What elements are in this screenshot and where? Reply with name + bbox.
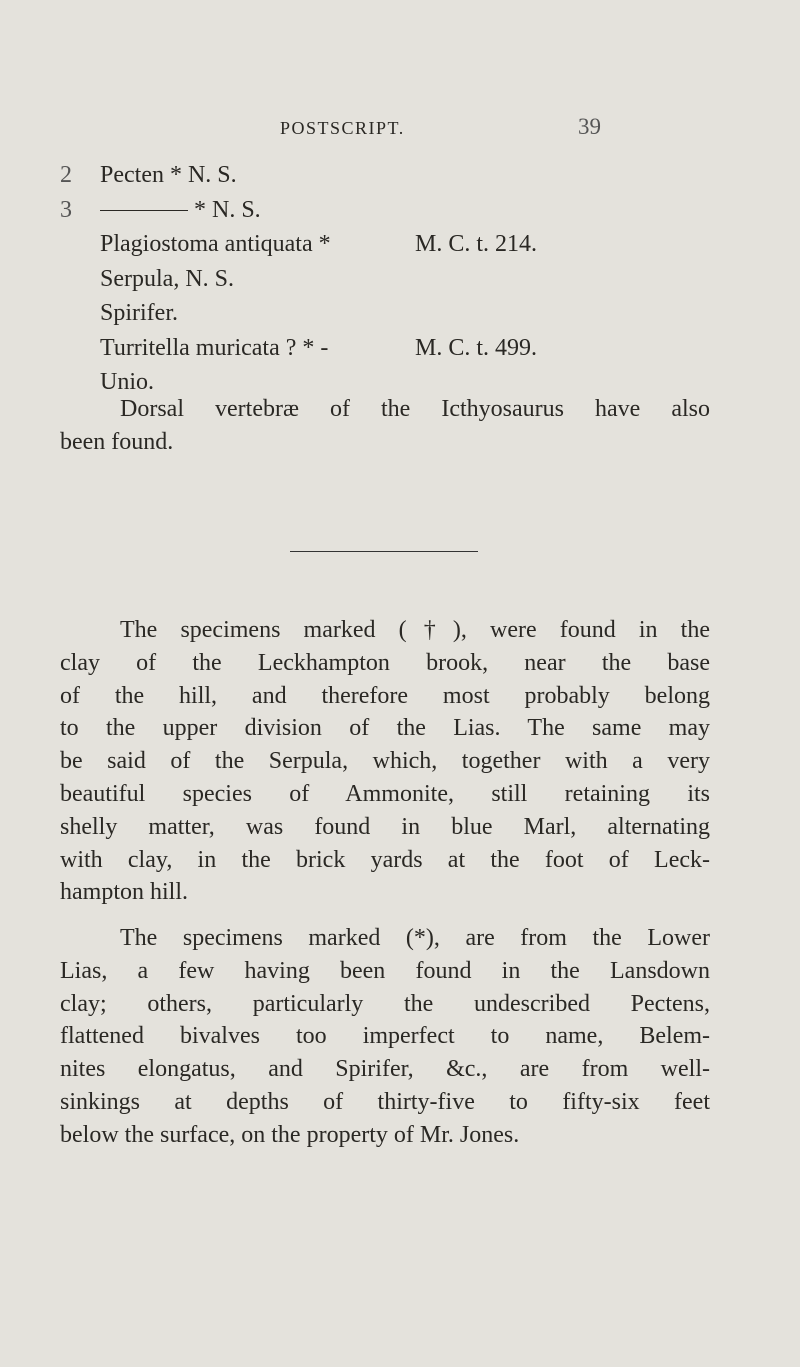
text-line: to the upper division of the Lias. The same may [60,715,710,742]
list-item [60,262,760,297]
list-item [60,331,760,366]
text-line: flattened bivalves too imperfect to name, Belem- [60,1023,710,1050]
list-item-name: Plagiostoma antiquata * [100,231,331,257]
page-number: 39 [578,114,601,139]
text-line: Dorsal vertebræ of the Icthyosaurus have also [120,396,710,422]
text-line: been found. [60,428,174,455]
running-head: POSTSCRIPT. [280,118,405,138]
paragraph-dagger-specimens [60,614,710,909]
list-item-number: 2 [60,162,72,188]
text-line: Lias, a few having been found in the Lansdown [60,957,710,984]
list-item-name: Spirifer. [100,300,178,326]
list-item-reference: M. C. t. 214. [415,231,538,257]
page-header [0,114,800,148]
paragraph-dorsal-vertebrae [60,393,710,459]
fossil-list [60,158,760,400]
list-item-name: * N. S. [194,196,261,223]
section-divider [290,551,478,552]
text-line: with clay, in the brick yards at the foot of Leck- [60,846,710,873]
text-line: The specimens marked (*), are from the Lower [120,925,710,951]
list-item-reference: M. C. t. 499. [415,334,538,361]
list-item [60,227,760,262]
ditto-dash [100,210,188,211]
text-line: of the hill, and therefore most probably belong [60,682,710,709]
list-item [60,158,760,193]
text-line: hampton hill. [60,879,188,906]
list-item [60,193,760,228]
text-line: clay; others, particularly the undescribed Pectens, [60,990,710,1017]
text-line: nites elongatus, and Spirifer, &c., are from well- [60,1056,710,1083]
text-line: shelly matter, was found in blue Marl, alternating [60,813,710,840]
text-line: below the surface, on the property of Mr. Jones. [60,1121,520,1148]
text-line: be said of the Serpula, which, together with a very [60,748,710,775]
list-item [60,296,760,331]
text-line: beautiful species of Ammonite, still retaining its [60,780,710,807]
text-line: sinkings at depths of thirty-five to fifty-six feet [60,1088,710,1115]
list-item-number: 3 [60,196,72,223]
list-item-name: Turritella muricata ? * - [100,334,329,361]
paragraph-asterisk-specimens [60,922,710,1152]
list-item-name-wrapper [100,193,261,227]
text-line: clay of the Leckhampton brook, near the base [60,649,710,676]
text-line: The specimens marked (†), were found in the [120,617,710,643]
list-item-name: Unio. [100,369,154,395]
list-item-name: Serpula, N. S. [100,265,234,292]
list-item-name: Pecten * N. S. [100,162,237,188]
